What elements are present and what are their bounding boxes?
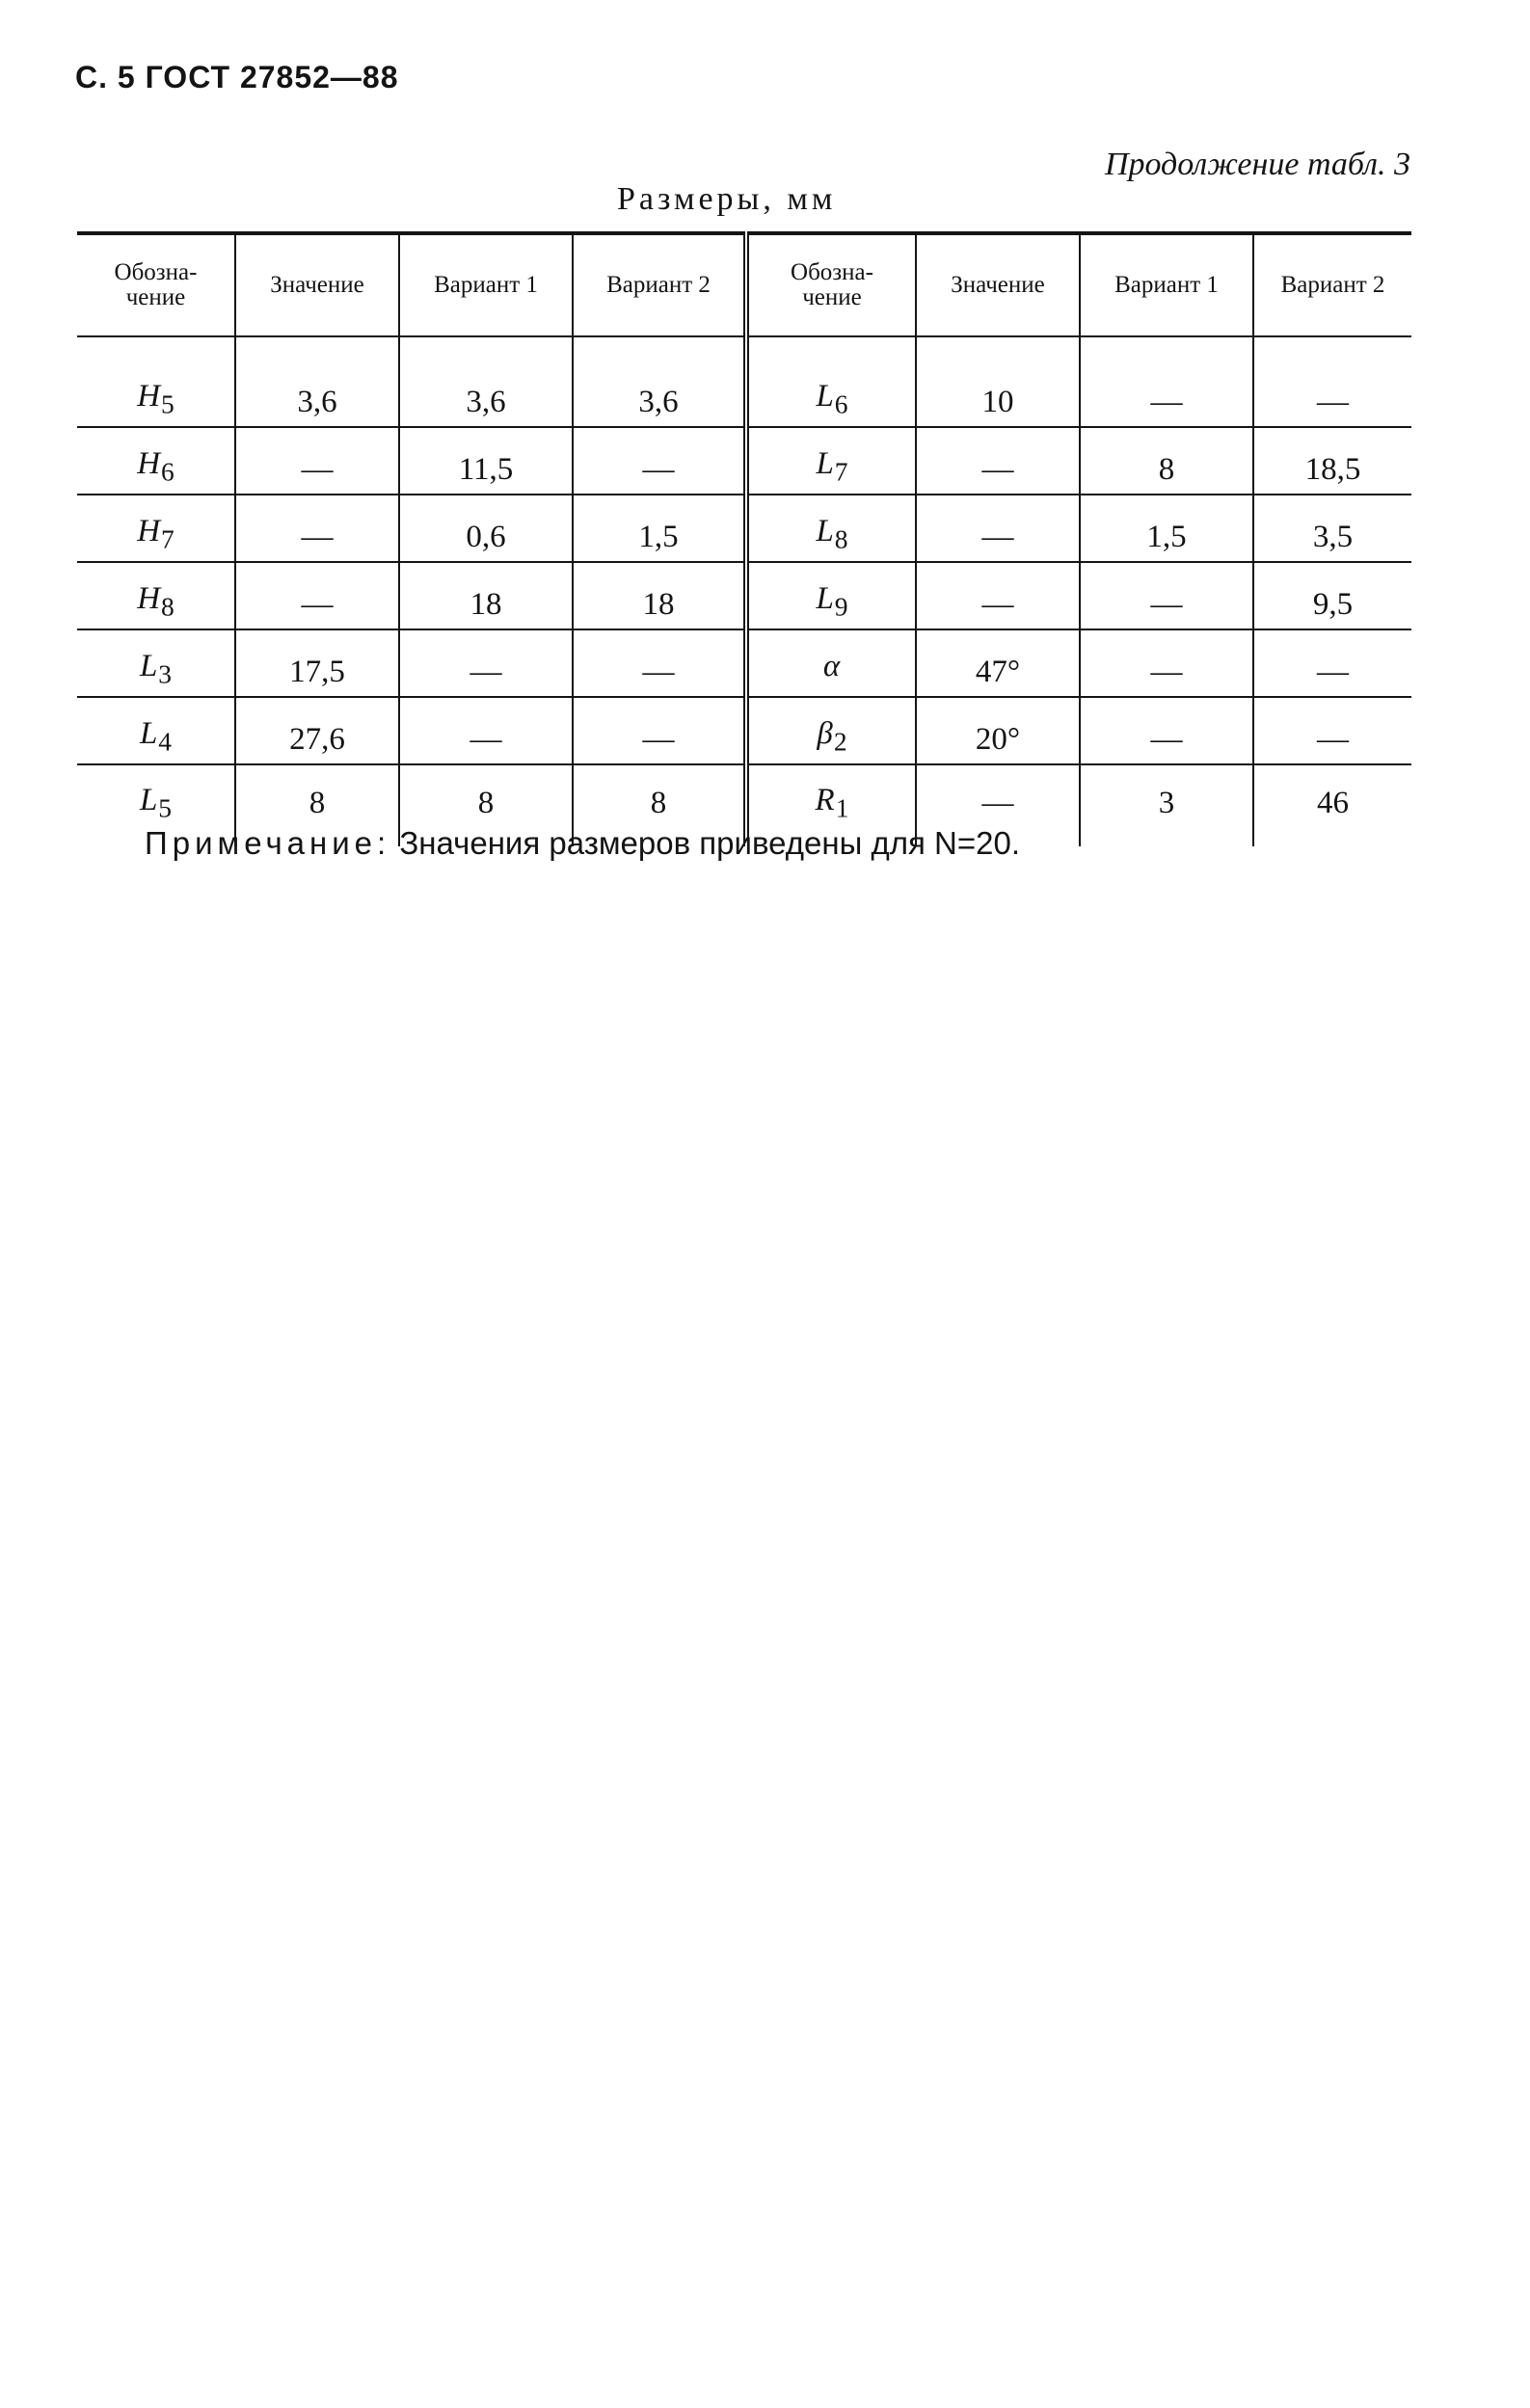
table-continuation-label: Продолжение табл. 3 <box>1104 147 1410 182</box>
table-note <box>145 825 1020 862</box>
value-cell-right: — <box>916 495 1080 562</box>
symbol: L <box>139 716 158 752</box>
designation-cell-right <box>746 629 916 697</box>
designation-cell-right <box>746 495 916 562</box>
page-header: С. 5 ГОСТ 27852—88 <box>75 60 399 94</box>
value-cell: 8 <box>235 764 399 846</box>
variant-1-cell: 3,6 <box>399 336 573 427</box>
variant-2-cell: 8 <box>573 764 746 846</box>
variant-2-cell-right: — <box>1253 336 1411 427</box>
symbol: L <box>139 649 158 684</box>
symbol-subscript: 9 <box>834 592 848 622</box>
variant-2-cell-right: 18,5 <box>1253 427 1411 495</box>
designation-cell <box>77 629 235 697</box>
symbol-subscript: 7 <box>834 457 848 487</box>
variant-2-cell-right: 46 <box>1253 764 1411 846</box>
table-row <box>77 427 1411 495</box>
designation-cell-right <box>746 562 916 629</box>
value-cell: — <box>235 427 399 495</box>
value-cell-right: — <box>916 427 1080 495</box>
symbol: L <box>816 581 834 617</box>
table-header-row <box>77 233 1411 336</box>
symbol-subscript: 3 <box>158 659 173 689</box>
designation-header-text: Обозна- чение <box>114 259 198 310</box>
value-cell: 27,6 <box>235 697 399 764</box>
symbol: L <box>816 379 834 415</box>
symbol-subscript: 7 <box>161 524 174 554</box>
table-row <box>77 629 1411 697</box>
variant-2-cell-right: 9,5 <box>1253 562 1411 629</box>
dimensions-table <box>77 231 1411 846</box>
variant-2-cell-right: — <box>1253 697 1411 764</box>
designation-cell <box>77 336 235 427</box>
variant-2-cell: 3,6 <box>573 336 746 427</box>
symbol: H <box>137 379 161 415</box>
symbol-subscript: 5 <box>161 389 174 419</box>
variant-1-cell: 0,6 <box>399 495 573 562</box>
symbol-subscript: 1 <box>835 792 849 823</box>
variant-1-cell: 8 <box>399 764 573 846</box>
variant-1-cell-right: — <box>1080 336 1253 427</box>
col-header-designation <box>77 233 235 336</box>
designation-cell-right <box>746 697 916 764</box>
symbol-subscript: 5 <box>158 792 173 823</box>
variant-1-cell: — <box>399 629 573 697</box>
value-cell: — <box>235 495 399 562</box>
table-row <box>77 562 1411 629</box>
symbol: H <box>137 514 161 549</box>
symbol-subscript: 8 <box>834 524 848 554</box>
col-header-variant-1-right: Вариант 1 <box>1080 233 1253 336</box>
symbol-subscript: 2 <box>833 727 847 757</box>
designation-cell-right <box>746 336 916 427</box>
designation-cell <box>77 562 235 629</box>
variant-1-cell-right: — <box>1080 629 1253 697</box>
value-cell-right: 20° <box>916 697 1080 764</box>
designation-cell <box>77 495 235 562</box>
col-header-value-right: Значение <box>916 233 1080 336</box>
designation-cell-right <box>746 427 916 495</box>
value-cell: 17,5 <box>235 629 399 697</box>
value-cell: — <box>235 562 399 629</box>
note-text: Значения размеров приведены для N=20. <box>399 825 1020 861</box>
variant-1-cell-right: — <box>1080 562 1253 629</box>
symbol: H <box>137 581 161 617</box>
value-cell-right: — <box>916 562 1080 629</box>
symbol: α <box>822 649 841 684</box>
symbol: R <box>815 782 835 817</box>
table-title: Размеры, мм <box>617 181 837 217</box>
symbol: L <box>816 514 834 549</box>
symbol-subscript: 6 <box>834 389 848 419</box>
variant-1-cell-right: 3 <box>1080 764 1253 846</box>
symbol-subscript: 4 <box>158 727 173 757</box>
col-header-designation-right <box>746 233 916 336</box>
variant-1-cell: 11,5 <box>399 427 573 495</box>
variant-1-cell-right: — <box>1080 697 1253 764</box>
variant-1-cell-right: 8 <box>1080 427 1253 495</box>
variant-2-cell: — <box>573 697 746 764</box>
col-header-value: Значение <box>235 233 399 336</box>
symbol: L <box>139 782 158 817</box>
symbol-subscript: 6 <box>161 457 174 487</box>
variant-2-cell: 1,5 <box>573 495 746 562</box>
designation-cell <box>77 427 235 495</box>
variant-1-cell: — <box>399 697 573 764</box>
variant-2-cell-right: — <box>1253 629 1411 697</box>
variant-2-cell: 18 <box>573 562 746 629</box>
symbol: H <box>137 446 161 482</box>
table-row <box>77 336 1411 427</box>
value-cell: 3,6 <box>235 336 399 427</box>
col-header-variant-2-right: Вариант 2 <box>1253 233 1411 336</box>
value-cell-right: 47° <box>916 629 1080 697</box>
col-header-variant-1: Вариант 1 <box>399 233 573 336</box>
variant-2-cell-right: 3,5 <box>1253 495 1411 562</box>
variant-1-cell: 18 <box>399 562 573 629</box>
symbol: L <box>816 446 834 482</box>
symbol: β <box>817 716 833 752</box>
note-lead: Примечание: <box>145 825 391 861</box>
designation-header-text: Обозна- чение <box>791 259 873 310</box>
variant-1-cell-right: 1,5 <box>1080 495 1253 562</box>
value-cell-right: 10 <box>916 336 1080 427</box>
table-row <box>77 697 1411 764</box>
designation-cell <box>77 697 235 764</box>
symbol-subscript: 8 <box>161 592 174 622</box>
table-row <box>77 495 1411 562</box>
variant-2-cell: — <box>573 629 746 697</box>
col-header-variant-2: Вариант 2 <box>573 233 746 336</box>
value-cell-right: — <box>916 764 1080 846</box>
variant-2-cell: — <box>573 427 746 495</box>
